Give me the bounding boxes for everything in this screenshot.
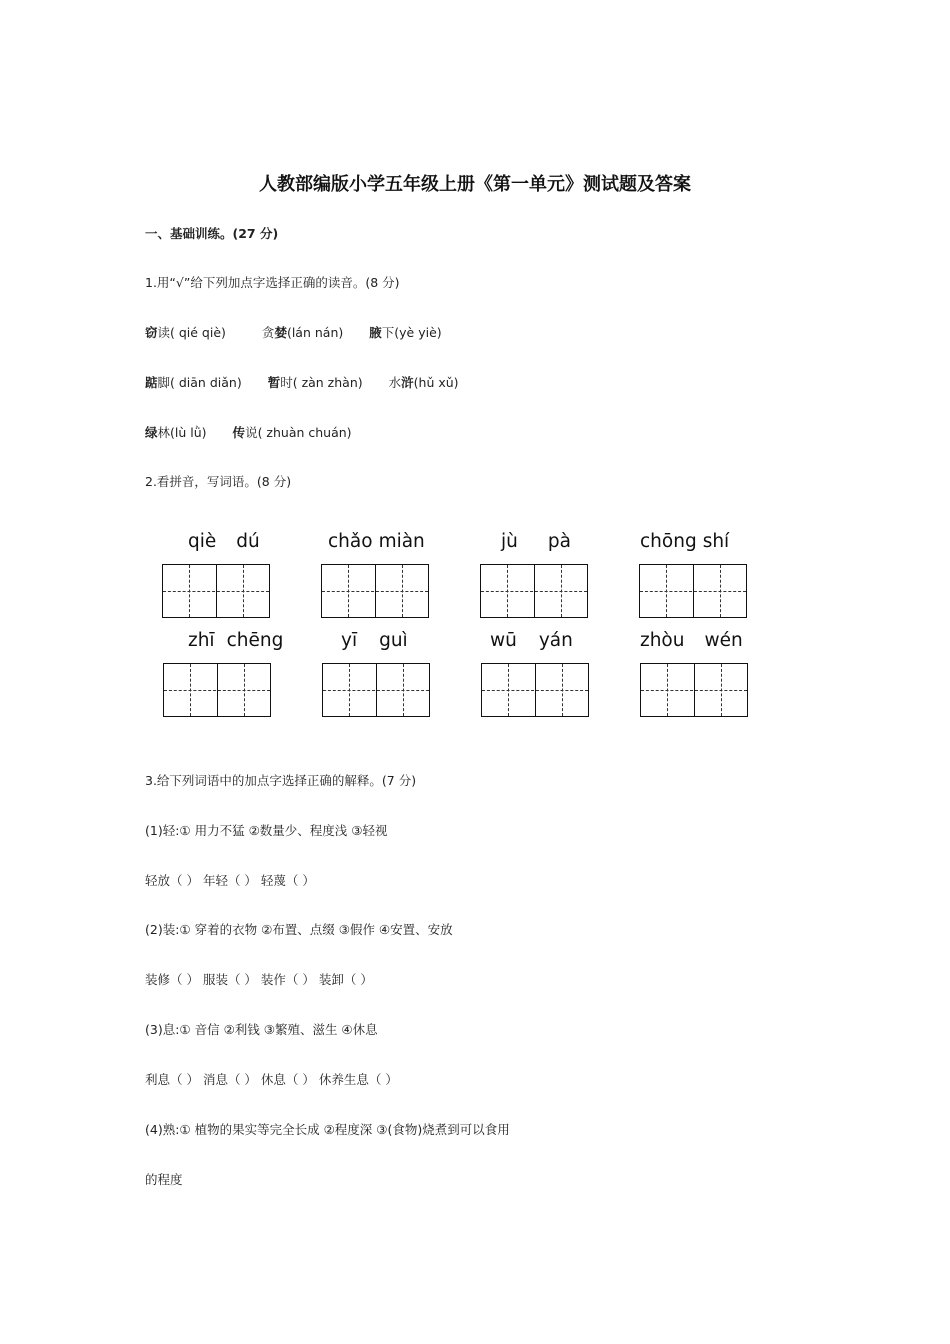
q3-line: (2)装:① 穿着的衣物 ②布置、点缀 ③假作 ④安置、安放 [145,922,453,937]
q3-line: 装修（ ） 服装（ ） 装作（ ） 装卸（ ） [145,972,373,987]
q1-row-1 [145,327,442,340]
pinyin-label: qiè dú [188,531,260,552]
pinyin-label: yī guì [341,630,408,651]
writing-grid[interactable] [322,663,430,717]
q1-item: 踮脚( diān diǎn) [145,375,242,390]
writing-grid[interactable] [162,564,270,618]
q1-item: 绿林(lù lǜ) [145,425,207,440]
page-title: 人教部编版小学五年级上册《第一单元》测试题及答案 [259,174,691,195]
section-heading: 一、基础训练。(27 分) [145,226,279,241]
q1-item: 窃读( qié qiè) [145,325,226,340]
q1-item: 水浒(hǔ xǔ) [388,375,459,390]
pinyin-label: jù pà [501,531,571,552]
q1-item: 腋下(yè yiè) [369,325,442,340]
q3-prompt: 3.给下列词语中的加点字选择正确的解释。(7 分) [145,773,417,788]
q1-item: 贪婪(lán nán) [261,325,344,340]
q2-prompt: 2.看拼音，写词语。(8 分) [145,474,292,489]
writing-grid[interactable] [480,564,588,618]
writing-grid[interactable] [640,663,748,717]
pinyin-label: chǎo miàn [328,531,425,552]
q1-row-2 [145,377,459,390]
q1-item: 传说( zhuàn chuán) [232,425,352,440]
q3-line: (1)轻:① 用力不猛 ②数量少、程度浅 ③轻视 [145,823,388,838]
pinyin-label: zhòu wén [640,630,743,651]
writing-grid[interactable] [163,663,271,717]
writing-grid[interactable] [481,663,589,717]
q3-line: (3)息:① 音信 ②利钱 ③繁殖、滋生 ④休息 [145,1022,378,1037]
q1-item: 暂时( zàn zhàn) [267,375,363,390]
q3-line: 的程度 [145,1172,183,1187]
pinyin-label: wū yán [490,630,573,651]
q1-prompt: 1.用“√”给下列加点字选择正确的读音。(8 分) [145,275,400,290]
pinyin-label: zhī chēng [188,630,284,651]
writing-grid[interactable] [321,564,429,618]
q3-line: 利息（ ） 消息（ ） 休息（ ） 休养生息（ ） [145,1072,398,1087]
writing-grid[interactable] [639,564,747,618]
q3-line: (4)熟:① 植物的果实等完全长成 ②程度深 ③(食物)烧煮到可以食用 [145,1122,510,1137]
q1-row-3 [145,427,352,440]
q3-line: 轻放（ ） 年轻（ ） 轻蔑（ ） [145,873,315,888]
pinyin-label: chōng shí [640,531,730,552]
